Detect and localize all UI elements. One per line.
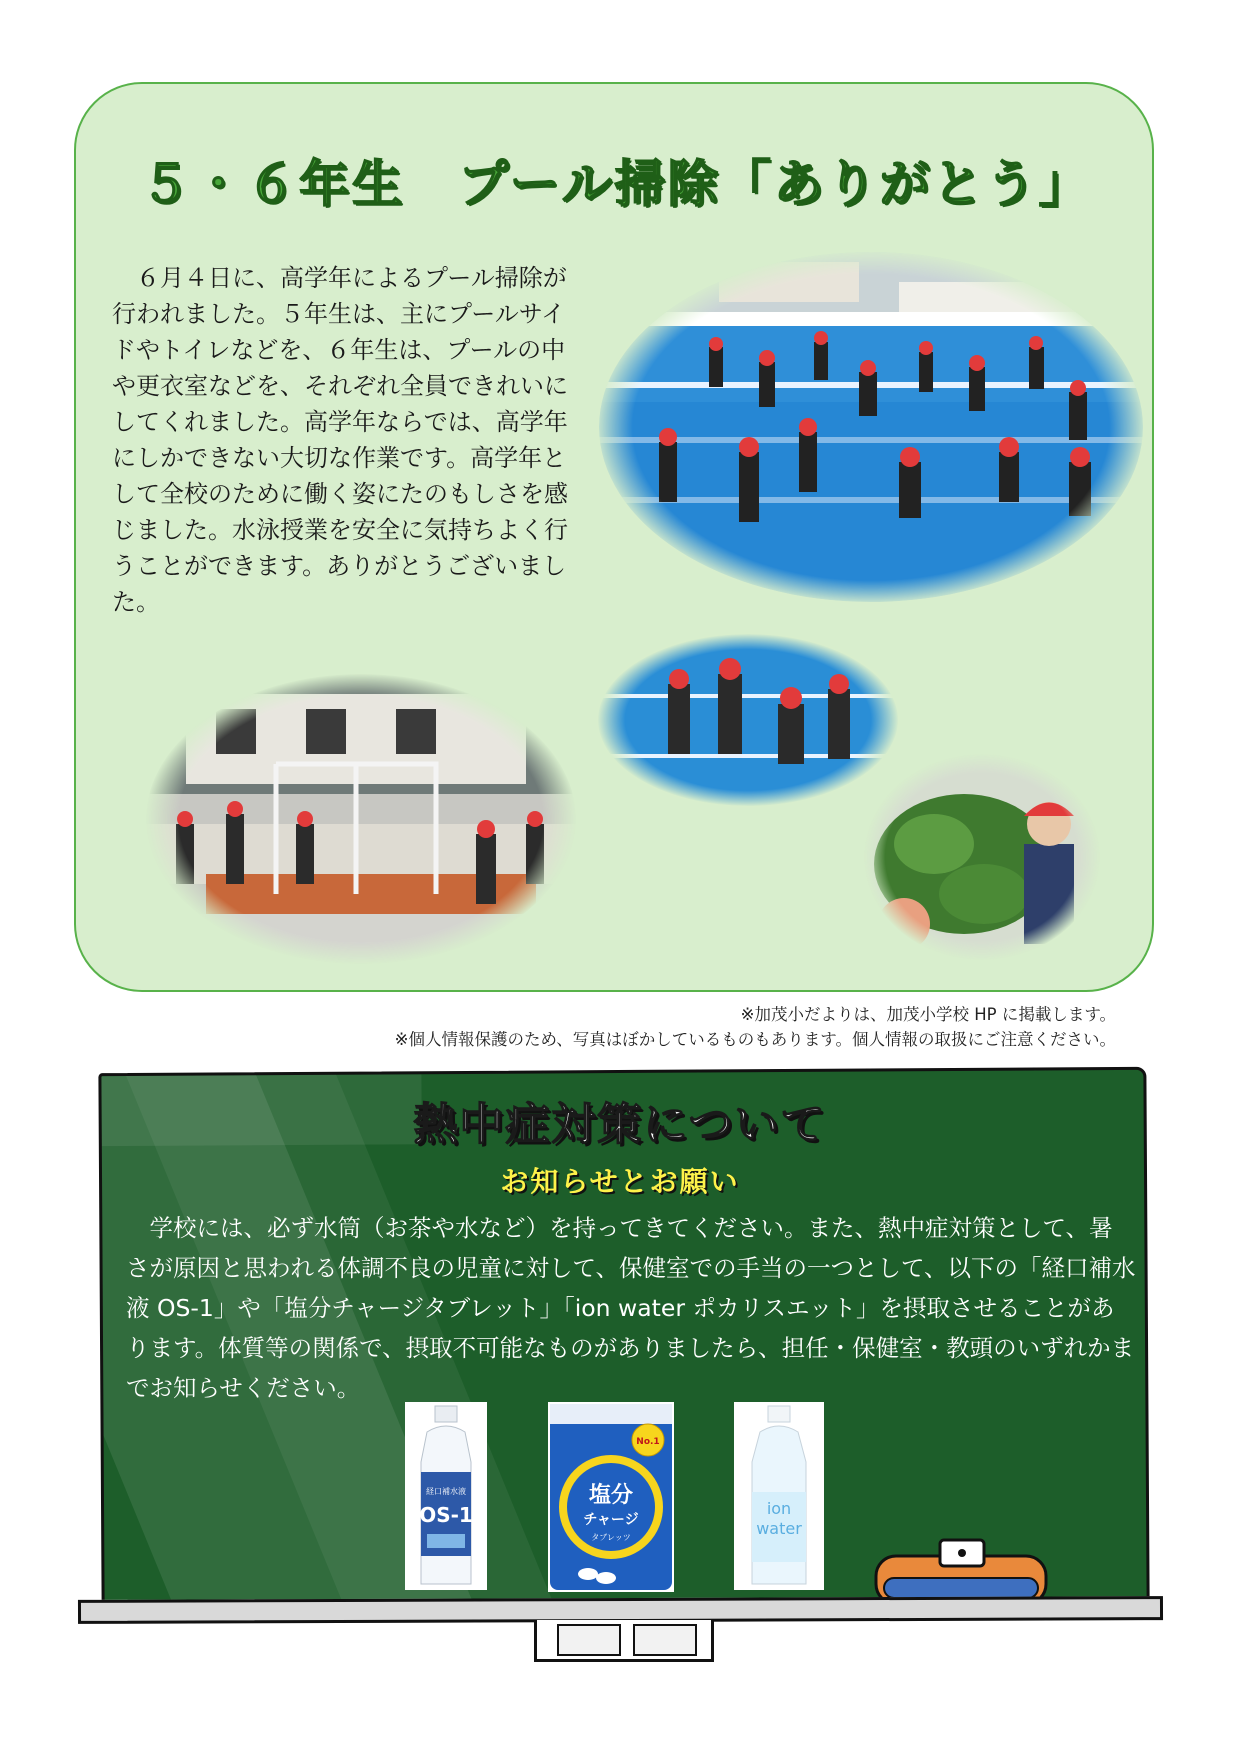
- salt-tablet-package-image: [548, 1402, 674, 1592]
- privacy-note: ※個人情報保護のため、写真はぼかしているものもあります。個人情報の取扱にご注意ください。: [394, 1030, 1116, 1049]
- heatstroke-body: 学校には、必ず水筒（お茶や水など）を持ってきてください。また、熱中症対策として、暑さが原因と思われる体調不良の児童に対して、保健室での手当の一つとして、以下の「経口補水液 OS-1」や「塩分チャージタブレット」「ion water ポカリスエット」を摂取させることがあります。体質等の関係で、摂取不可能なものがありましたら、担任・保健室・教頭のいずれかまでお知らせください。: [126, 1214, 1136, 1402]
- os1-label-line2: OS-1: [419, 1503, 473, 1527]
- heatstroke-heading: 熱中症対策について: [413, 1099, 827, 1150]
- pool-photo-small: [598, 634, 898, 806]
- pool-cleaning-body: ６月４日に、高学年によるプール掃除が行われました。５年生は、主にプールサイドやトイレなどを、６年生は、プールの中や更衣室などを、それぞれ全員できれいにしてくれました。高学年ならでは、高学年にしかできない大切な作業です。高学年として全校のために働く姿にたのもしさを感じました。水泳授業を安全に気持ちよく行うことができます。ありがとうございました。: [112, 264, 568, 616]
- os1-bottle-image: [405, 1402, 487, 1590]
- weeding-photo: [864, 754, 1100, 960]
- salt-badge-text: No.1: [636, 1437, 660, 1447]
- notice-subheading: お知らせとお願い: [500, 1165, 740, 1198]
- os1-label-line1: 経口補水液: [426, 1487, 466, 1496]
- salt-label-line1: 塩分: [588, 1483, 634, 1508]
- pool-cleaning-panel: [74, 82, 1154, 992]
- newsletter-note: ※加茂小だよりは、加茂小学校 HP に掲載します。: [740, 1005, 1116, 1024]
- salt-label-line3: タブレッツ: [591, 1533, 631, 1542]
- pool-photo-main: [599, 252, 1143, 602]
- ion-water-bottle-image: [734, 1402, 824, 1590]
- ion-label-line1: ion: [766, 1499, 792, 1518]
- ion-label-line2: water: [756, 1519, 802, 1538]
- pool-cleaning-title: ５・６年生 プール掃除「ありがとう」: [140, 155, 1092, 213]
- board-stand: [534, 1620, 714, 1662]
- salt-label-line2: チャージ: [583, 1512, 639, 1528]
- poolside-photo: [146, 674, 576, 964]
